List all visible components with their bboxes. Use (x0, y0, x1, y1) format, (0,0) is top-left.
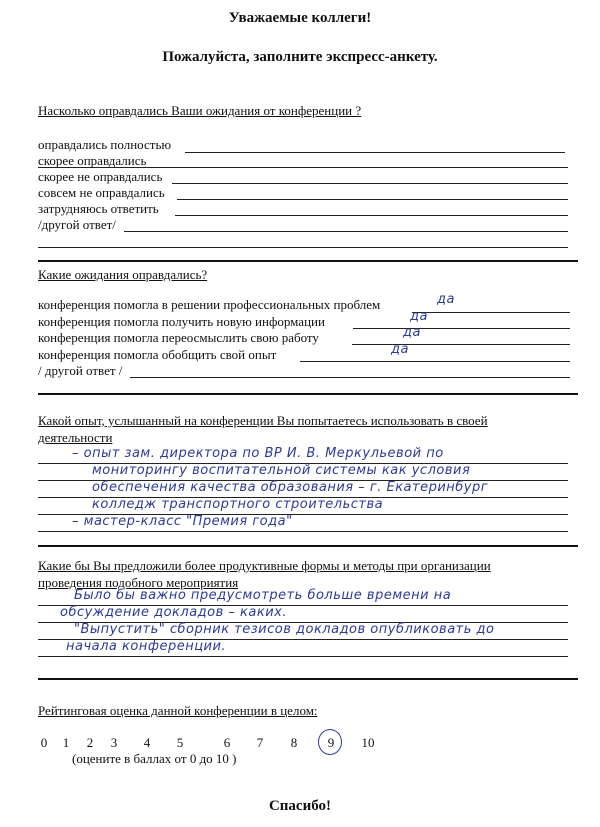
rating-option-9[interactable]: 9 (327, 735, 335, 750)
q3-answer-line-5[interactable] (38, 531, 568, 532)
q2-answer-1: да (437, 292, 455, 307)
q3-answer-4: колледж транспортного строительства (92, 497, 384, 512)
question-1-text: Насколько оправдались Ваши ожидания от конференции ? (38, 103, 362, 118)
q2-answer-line-5[interactable] (130, 377, 570, 378)
q1-answer-line-6[interactable] (124, 231, 568, 232)
q1-answer-line-4[interactable] (177, 199, 568, 200)
q3-answer-2: мониторингу воспитательной системы как условия (92, 463, 471, 478)
thanks-text: Спасибо! (268, 798, 332, 814)
rating-scale-note: (оцените в баллах от 0 до 10 ) (72, 751, 237, 766)
q2-answer-line-1[interactable] (412, 312, 570, 313)
q3-answer-5: – мастер-класс "Премия года" (72, 514, 293, 529)
q4-answer-line-4[interactable] (38, 656, 568, 657)
q2-answer-line-4[interactable] (300, 361, 570, 362)
question-2-text: Какие ожидания оправдались? (38, 267, 208, 282)
rating-option-8[interactable]: 8 (290, 735, 298, 750)
q1-answer-line-2[interactable] (38, 167, 568, 168)
form-title: Уважаемые коллеги! (228, 10, 372, 26)
rating-option-0[interactable]: 0 (40, 735, 48, 750)
q2-answer-2: да (410, 309, 428, 324)
q2-answer-4: да (391, 342, 409, 357)
rating-option-1[interactable]: 1 (62, 735, 70, 750)
section-divider-1 (38, 260, 578, 262)
q2-option-2: конференция помогла получить новую информации (38, 314, 325, 329)
q1-option-2: скорее оправдались (38, 153, 147, 168)
q2-option-5: / другой ответ / (38, 363, 123, 378)
q4-answer-3: "Выпустить" сборник тезисов докладов опубликовать до (74, 622, 495, 637)
form-subtitle: Пожалуйста, заполните экспресс-анкету. (162, 49, 438, 65)
q2-answer-line-2[interactable] (353, 328, 570, 329)
rating-question: Рейтинговая оценка данной конференции в целом: (38, 703, 318, 718)
question-4-line-1: Какие бы Вы предложили более продуктивные формы и методы при организации (38, 558, 491, 573)
q1-answer-line-5[interactable] (175, 215, 568, 216)
q2-option-1: конференция помогла в решении профессиональных проблем (38, 297, 381, 312)
q4-answer-1: Было бы важно предусмотреть больше времени на (74, 588, 452, 603)
q1-option-6: /другой ответ/ (38, 217, 116, 232)
question-3-line-1: Какой опыт, услышанный на конференции Вы попытаетесь использовать в своей (38, 413, 488, 428)
rating-option-6[interactable]: 6 (223, 735, 231, 750)
q1-answer-line-1[interactable] (185, 152, 565, 153)
q1-answer-line-3[interactable] (172, 183, 568, 184)
q1-option-3: скорее не оправдались (38, 169, 163, 184)
rating-selected-circle (318, 729, 342, 755)
q2-option-4: конференция помогла обобщить свой опыт (38, 347, 277, 362)
section-divider-2 (38, 393, 578, 395)
q1-option-4: совсем не оправдались (38, 185, 165, 200)
q3-answer-1: – опыт зам. директора по ВР И. В. Меркульевой по (72, 446, 444, 461)
q2-answer-line-3[interactable] (352, 344, 570, 345)
rating-option-2[interactable]: 2 (86, 735, 94, 750)
q2-answer-3: да (403, 325, 421, 340)
question-3-line-2: деятельности (38, 430, 113, 445)
rating-option-4[interactable]: 4 (143, 735, 151, 750)
rating-option-10[interactable]: 10 (361, 735, 375, 750)
q1-option-5: затрудняюсь ответить (38, 201, 159, 216)
q4-answer-4: начала конференции. (66, 639, 227, 654)
q1-option-1: оправдались полностью (38, 137, 172, 152)
question-4-line-2: проведения подобного мероприятия (38, 575, 239, 590)
q1-answer-line-7[interactable] (38, 247, 568, 248)
section-divider-3 (38, 545, 578, 547)
rating-option-3[interactable]: 3 (110, 735, 118, 750)
rating-option-5[interactable]: 5 (176, 735, 184, 750)
q3-answer-3: обеспечения качества образования – г. Екатеринбург (92, 480, 489, 495)
q4-answer-2: обсуждение докладов – каких. (60, 605, 287, 620)
rating-option-7[interactable]: 7 (256, 735, 264, 750)
q2-option-3: конференция помогла переосмыслить свою работу (38, 330, 319, 345)
section-divider-4 (38, 678, 578, 680)
